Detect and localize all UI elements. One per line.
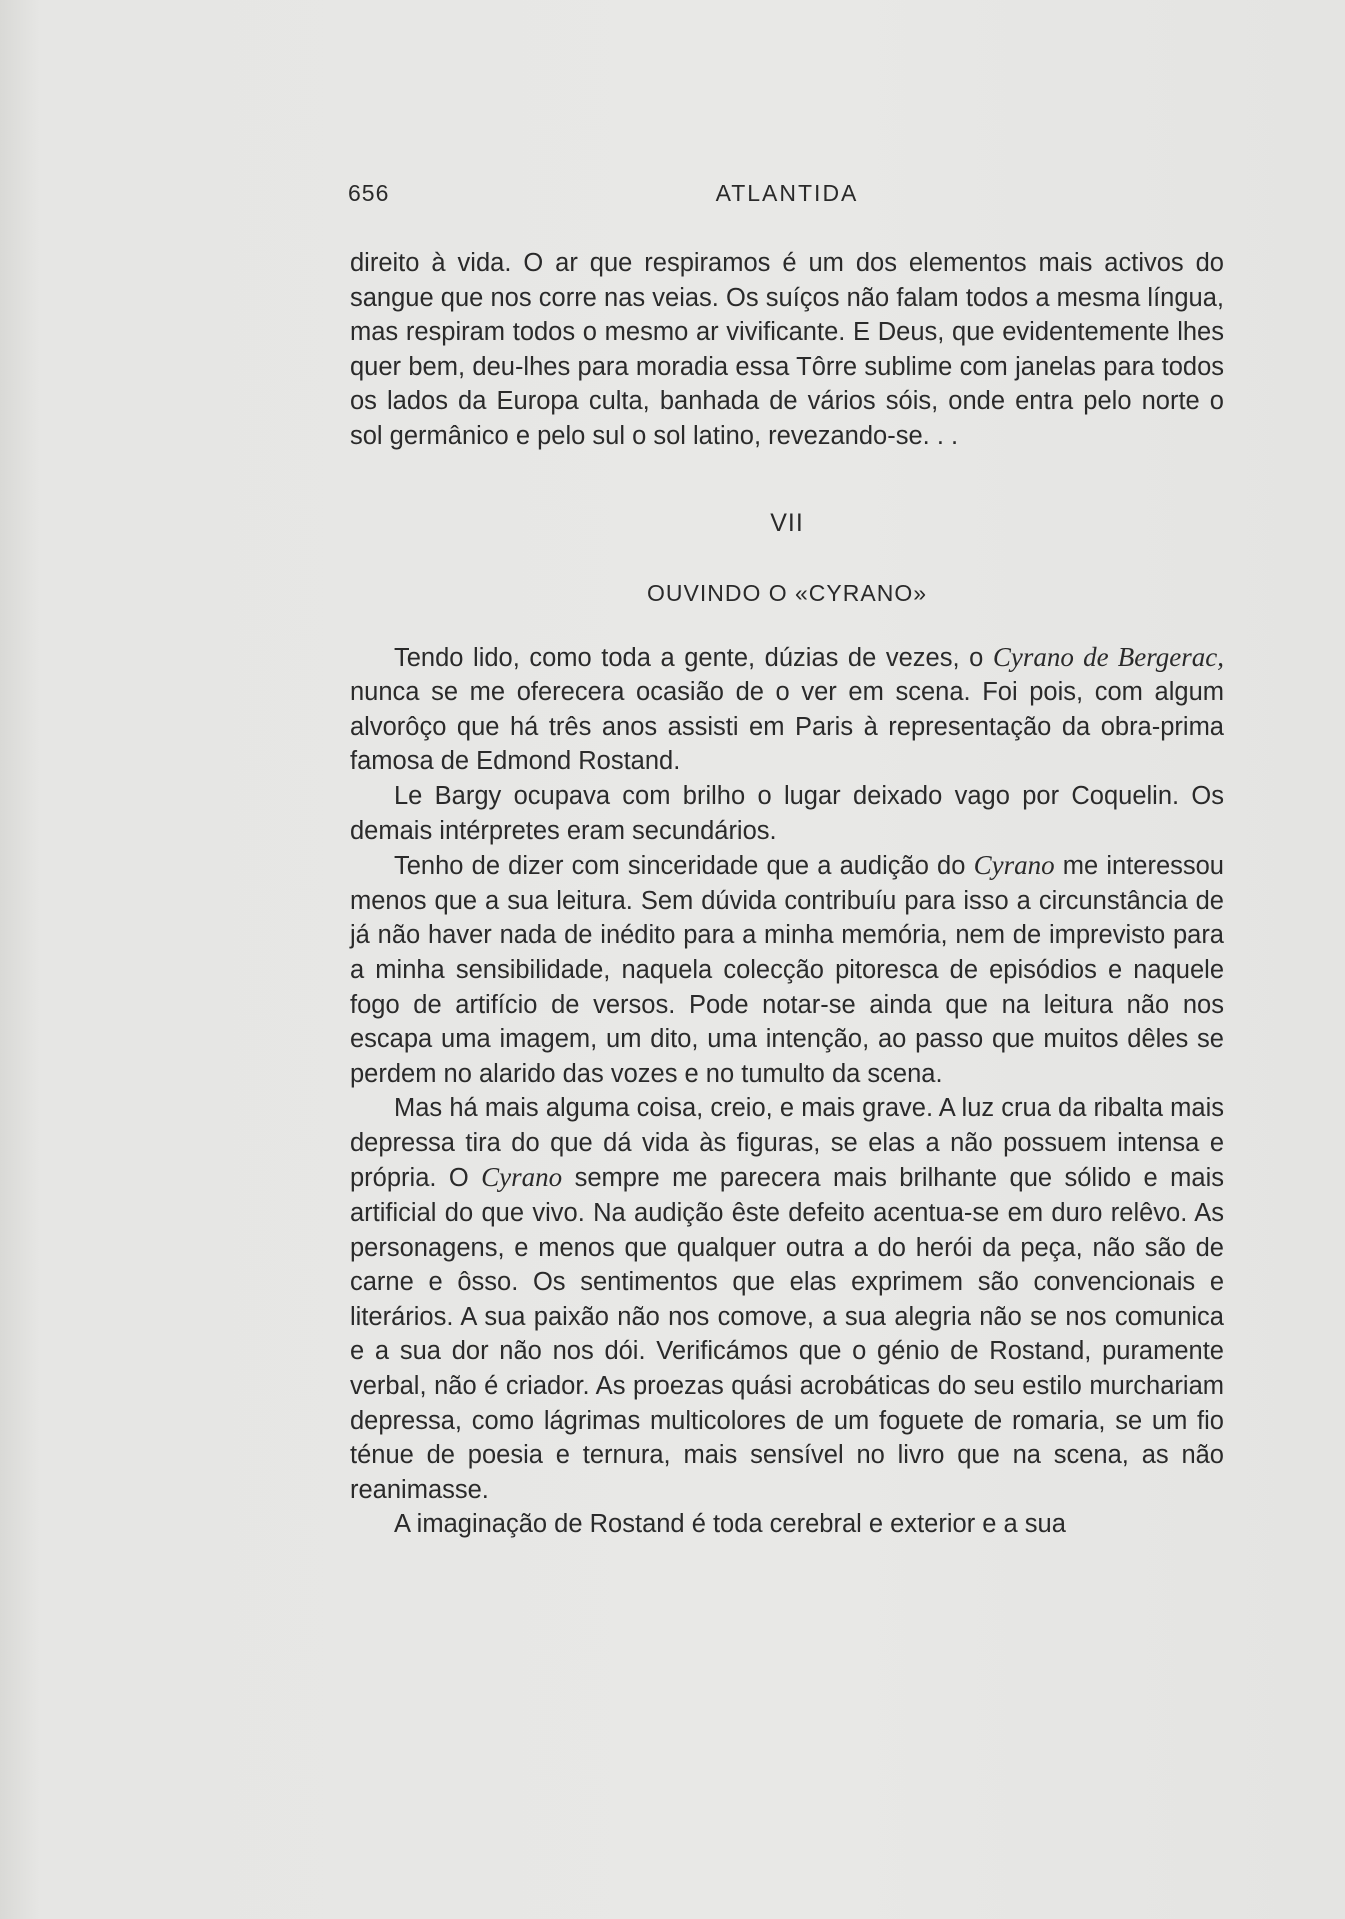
paragraph-1-text-b: nunca se me oferecera ocasião de o ver em scena. Foi pois, com algum alvorôço que há três anos assisti em Paris à representação da obra-prima famosa de Edmond Rostand. xyxy=(350,678,1224,776)
page-content xyxy=(350,170,1224,1542)
paragraph-4-italic-title: Cyrano xyxy=(481,1162,563,1193)
section-number: VII xyxy=(770,508,804,537)
section-title: OUVINDO O «CYRANO» xyxy=(647,579,927,606)
paragraph-1-italic-title: Cyrano de Bergerac, xyxy=(992,641,1224,672)
paragraph-1 xyxy=(350,640,1224,779)
page-number: 656 xyxy=(348,180,390,206)
paragraph-1-text-a: Tendo lido, como toda a gente, dúzias de vezes, o xyxy=(394,643,993,672)
paragraph-2: Le Bargy ocupava com brilho o lugar deixado vago por Coquelin. Os demais intérpretes eram secundários. xyxy=(350,781,1224,845)
intro-paragraph: direito à vida. O ar que respiramos é um dos elementos mais activos do sangue que nos corre nas veias. Os suíços não falam todos a mesma língua, mas respiram todos o mesmo ar vivificante. E Deus, que evidentemente lhes quer bem, deu-lhes para moradia essa Tôrre sublime com janelas para todos os lados da Europa culta, banhada de vários sóis, onde entra pelo norte o sol germânico e pelo sul o sol latino, revezando-se. . . xyxy=(350,249,1224,450)
paragraph-4-text-a: Mas há mais alguma coisa, creio, e mais grave. A luz crua da ribalta mais depressa tira do que dá vida às figuras, se elas a não possuem intensa e própria. O xyxy=(350,1094,1224,1193)
paragraph-5: A imaginação de Rostand é toda cerebral e exterior e a sua xyxy=(394,1510,1066,1539)
running-header xyxy=(350,170,1224,210)
section-body xyxy=(350,640,1224,1542)
paragraph-3-text-b: me interessou menos que a sua leitura. Sem dúvida contribuíu para isso a circunstância de já não haver nada de inédito para a minha memória, nem de imprevisto para a minha sensibilidade, naquela colecção pitoresca de episódios e naquele fogo de artifício de versos. Pode notar-se ainda que na leitura não nos escapa uma imagem, um dito, uma intenção, ao passo que muitos dêles se perdem no alarido das vozes e no tumulto da scena. xyxy=(350,852,1224,1088)
paragraph-4-text-b: sempre me parecera mais brilhante que sólido e mais artificial do que vivo. Na audição êste defeito acentua-se em duro relêvo. As personagens, e menos que qualquer outra a do herói da peça, não são de carne e ôsso. Os sentimentos que elas exprimem são convencionais e literários. A sua paixão não nos comove, a sua alegria não se nos comunica e a sua dor não nos dói. Verificámos que o génio de Rostand, puramente verbal, não é criador. As proezas quási acrobáticas do seu estilo murchariam depressa, como lágrimas multicolores de um foguete de romaria, se um fio ténue de poesia e ternura, mais sensível no livro que na scena, as não reanimasse. xyxy=(350,1164,1224,1504)
paragraph-3-italic-title: Cyrano xyxy=(973,850,1055,881)
paragraph-3 xyxy=(350,848,1224,1091)
paragraph-3-text-a: Tenho de dizer com sinceridade que a audição do xyxy=(394,852,974,881)
running-title: ATLANTIDA xyxy=(715,180,859,206)
paragraph-4 xyxy=(350,1091,1224,1507)
body-text xyxy=(350,246,1224,1542)
